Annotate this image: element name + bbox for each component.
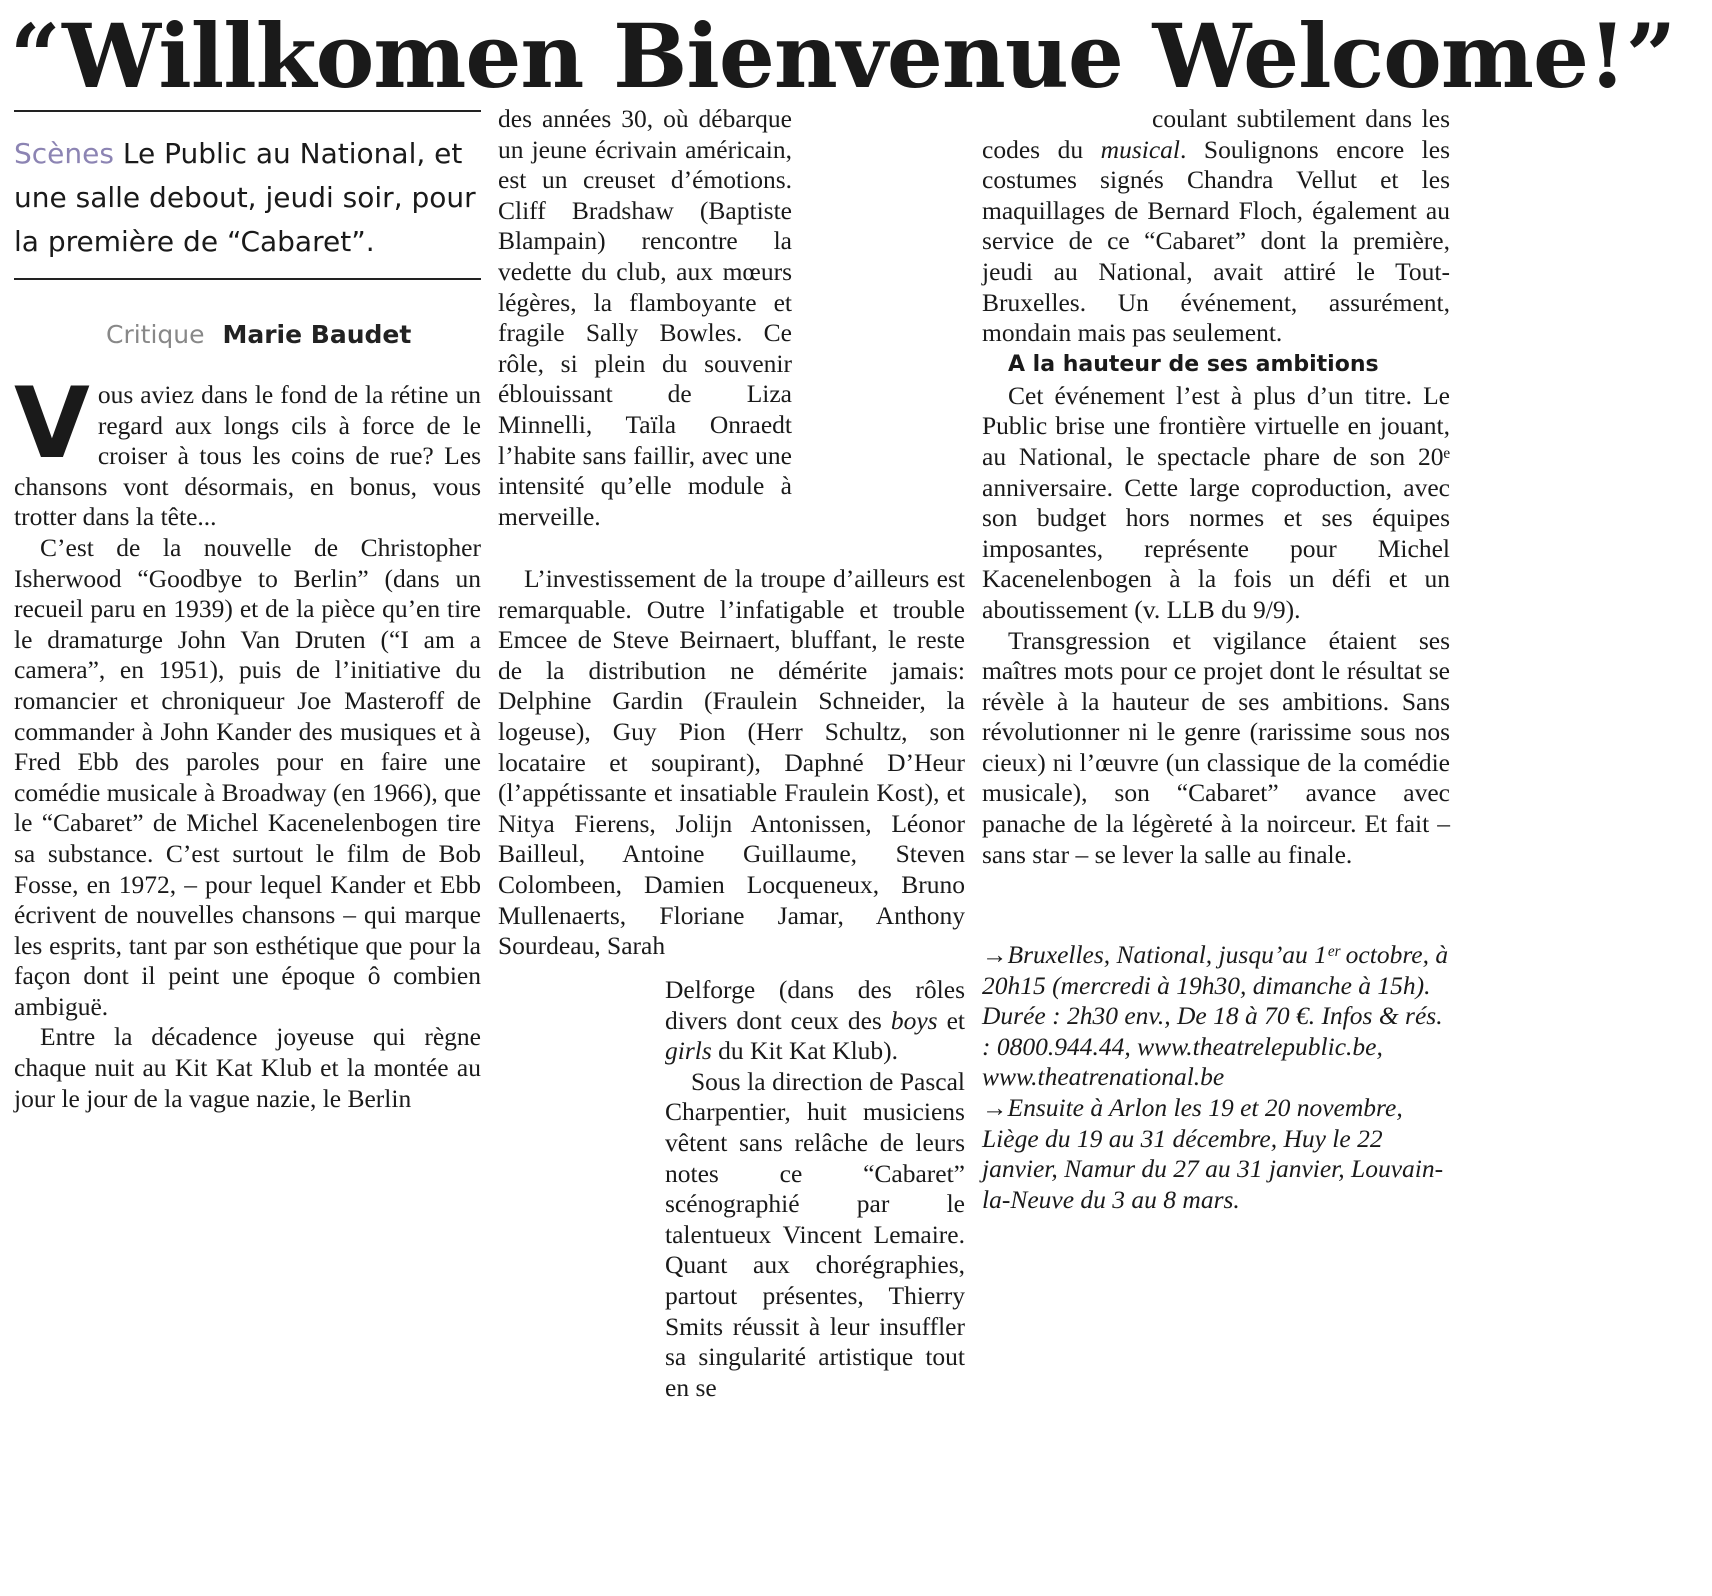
article-text-italic: girls (665, 1036, 712, 1066)
drop-cap: V (14, 367, 90, 481)
deck-kicker: Scènes (14, 137, 114, 170)
deck (14, 132, 481, 264)
arrow-icon: → (982, 940, 1008, 969)
arrow-icon: → (982, 1092, 1008, 1122)
article-text: coulant subtilement dans les codes du (982, 104, 1450, 164)
article-column-4 (982, 104, 1450, 870)
article-text: ous aviez dans le fond de la rétine un regard aux longs cils à force de le croiser à tous les coins de rue? Les chansons vont désormais, en bonus, vous trotter dans la tête... (14, 380, 481, 532)
article-paragraph (982, 104, 1450, 349)
article-paragraph: L’investissement de la troupe d’ailleurs est remarquable. Outre l’infatigable et trouble Emcee de Steve Beirnaert, bluffant, le reste de la distribution ne démérite jamais: Delphine Gardin (Fraulein Schneider, la logeuse), Guy Pion (Herr Schultz, son locataire et soupirant), Daphné D’Heur (l’appétissante et insatiable Fraulein Kost), et Nitya Fierens, Jolijn Antonissen, Léonor Bailleul, Antoine Guillaume, Steven Colombeen, Damien Locqueneux, Bruno Mullenaerts, Floriane Jamar, Anthony Sourdeau, Sarah (498, 564, 965, 961)
byline-label: Critique (106, 320, 205, 349)
info-text: Bruxelles, National, jusqu’au 1ᵉʳ octobre, à 20h15 (mercredi à 19h30, dimanche à 15h). Durée : 2h30 env., De 18 à 70 €. Infos & rés. : 0800.944.44, www.theatrelepublic.be, www.theatrenational.be (982, 940, 1449, 1092)
article-text-italic: boys (890, 1005, 938, 1035)
article-text: du Kit Kat Klub). (718, 1036, 899, 1066)
headline: “Willkomen Bienvenue Welcome!” (10, 4, 1676, 108)
article-column-3 (665, 975, 965, 1403)
byline (106, 318, 411, 352)
article-text: . Soulignons encore les costumes signés Chandra Vellut et les maquillages de Bernard Floch, également au service de ce “Cabaret” dont la première, jeudi au National, avait attiré le Tout-Bruxelles. Un événement, assurément, mondain mais pas seulement. (982, 134, 1451, 348)
article-paragraph: Sous la direction de Pascal Charpentier, huit musiciens vêtent sans relâche de leurs notes ce “Cabaret” scénographié par le talentueux Vincent Lemaire. Quant aux chorégraphies, partout présentes, Thierry Smits réussit à leur insuffler sa singularité artistique tout en se (665, 1066, 965, 1402)
deck-bottom-rule (14, 278, 481, 280)
article-paragraph: des années 30, où débarque un jeune écrivain américain, est un creuset d’émotions. Cliff Bradshaw (Baptiste Blampain) rencontre la vedette du club, aux mœurs légères, la flamboyante et fragile Sally Bowles. Ce rôle, si plein du souvenir éblouissant de Liza Minnelli, Taïla Onraedt l’habite sans faillir, avec une intensité qu’elle module à merveille. (498, 104, 792, 531)
deck-text: Le Public au National, et une salle debout, jeudi soir, pour la première de “Cabaret”. (14, 137, 476, 258)
article-paragraph (665, 975, 965, 1067)
article-paragraph: Entre la décadence joyeuse qui règne chaque nuit au Kit Kat Klub et la montée au jour le jour de la vague nazie, le Berlin (14, 1022, 481, 1113)
article-text: et (946, 1005, 966, 1035)
article-column-1 (14, 367, 481, 1114)
subheading: A la hauteur de ses ambitions (1008, 351, 1379, 377)
article-text-italic: musical (1100, 134, 1180, 164)
article-column-2 (498, 104, 792, 532)
article-paragraph: Cet événement l’est à plus d’un titre. Le Public brise une frontière virtuelle en jouant, au National, le spectacle phare de son 20ᵉ anniversaire. Cette large coproduction, avec son budget hors normes et ses équipes imposantes, représente pour Michel Kacenelenbogen à la fois un défi et un aboutissement (v. LLB du 9/9). (982, 380, 1450, 624)
top-rule (14, 110, 481, 112)
info-paragraph (982, 1093, 1450, 1215)
article-paragraph: Transgression et vigilance étaient ses maîtres mots pour ce projet dont le résultat se révèle à la hauteur de ses ambitions. Sans révolutionner ni le genre (rarissime sous nos cieux) ni l’œuvre (un classique de la comédie musicale), son “Cabaret” avance avec panache de la légèreté à la noirceur. Et fait – sans star – se lever la salle au finale. (982, 625, 1450, 869)
article-text: Delforge (dans des rôles divers dont ceux des (665, 975, 965, 1035)
info-paragraph (982, 940, 1450, 1093)
practical-info (982, 940, 1450, 1215)
article-paragraph (14, 367, 481, 533)
byline-author: Marie Baudet (222, 320, 412, 349)
article-paragraph: C’est de la nouvelle de Christopher Isherwood “Goodbye to Berlin” (dans un recueil paru en 1939) et de la pièce qu’en tire le dramaturge John Van Druten (“I am a camera”, en 1951), puis de l’initiative du romancier et chroniqueur Joe Masteroff de commander à John Kander des musiques et à Fred Ebb des paroles pour en faire une comédie musicale à Broadway (en 1966), que le “Cabaret” de Michel Kacenelenbogen tire sa substance. C’est surtout le film de Bob Fosse, en 1972, – pour lequel Kander et Ebb écrivent de nouvelles chansons – qui marque les esprits, tant par son esthétique que pour la façon dont il peint une époque ô combien ambiguë. (14, 532, 481, 1021)
info-text: Ensuite à Arlon les 19 et 20 novembre, Liège du 19 au 31 décembre, Huy le 22 janvier, Namur du 27 au 31 janvier, Louvain-la-Neuve du 3 au 8 mars. (982, 1092, 1444, 1214)
article-column-2-wide (498, 564, 965, 962)
